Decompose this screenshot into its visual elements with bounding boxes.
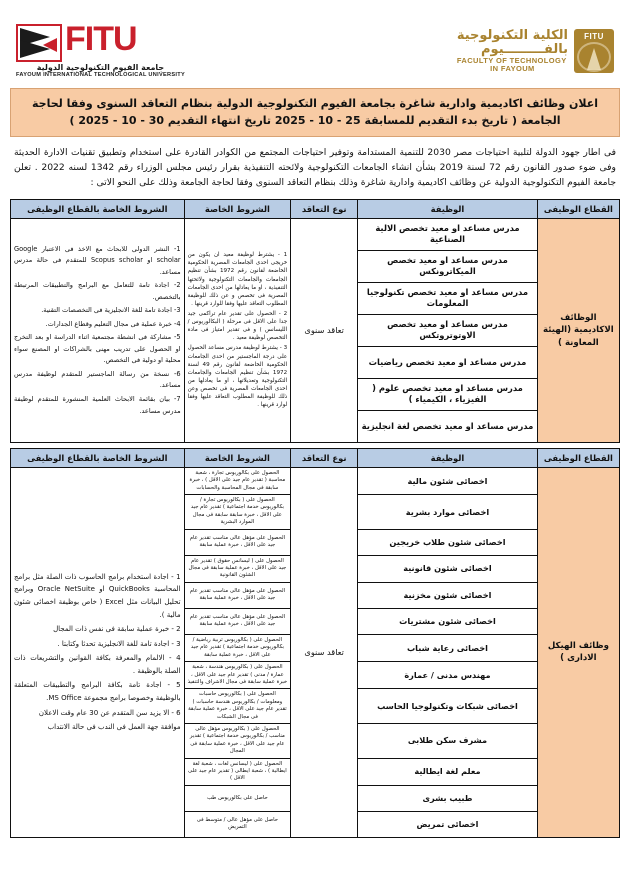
job-title: مدرس مساعد او معيد تخصص الميكاترونكس xyxy=(358,250,538,282)
faculty-name-en-1: FACULTY OF TECHNOLOGY xyxy=(456,55,567,65)
sector-conditions-administrative xyxy=(11,467,185,837)
col-header-special-conditions: الشروط الخاصة xyxy=(184,448,291,467)
col-header-sector: القطاع الوظيفى xyxy=(537,448,619,467)
job-title: مدرس مساعد او معيد تخصص الاوتوتروتكس xyxy=(358,314,538,346)
table-header-row xyxy=(11,448,620,467)
sector-condition-item: 1- النشر الدولى للابحاث مع الاخذ فى الاعتبار Google scholar او Scopus scholar للمتقدم فى حالة مدرس مساعد. xyxy=(14,244,181,276)
job-title: مشرف سكن طلابى xyxy=(358,723,538,758)
academic-jobs-table xyxy=(10,199,620,443)
university-name-ar: جامعة الفيوم التكنولوجية الدولية xyxy=(36,63,165,72)
col-header-job: الوظيفة xyxy=(358,448,538,467)
university-logo-block xyxy=(16,20,185,78)
job-title: طبيب بشرى xyxy=(358,785,538,811)
job-conditions: الحصول على بكالوريوس تجارة ، شعبة محاسبة ( تقدير عام جيد على الاقل ) ، خبرة سابقة فى مجال المحاسبة والحسابات xyxy=(184,467,291,494)
sector-condition-item: 4- خبرة عملية فى مجال التعليم وقطاع الجدارات. xyxy=(45,319,181,328)
university-name-en: FAYOUM INTERNATIONAL TECHNOLOGICAL UNIVERSITY xyxy=(16,72,185,78)
sector-cell-academic: الوظائف الاكاديمية (الهيئة المعاونة ) xyxy=(537,218,619,442)
sector-condition-item: 7- بيان بقائمة الابحاث العلمية المنشورة للمتقدم لوظيفة مدرس مساعد. xyxy=(14,394,181,415)
crest-lightning-icon xyxy=(587,48,601,70)
announcement-title: اعلان وظائف اكاديمية وادارية شاغرة بجامعة الفيوم التكنولوجية الدولية بنظام التعاقد السنوى وفقا لحاجة الجامعة ( تاريخ بدء التقديم للمسابقة 25 - 10 - 2025 تاريخ انتهاء التقديم 30 - 10 - 2025 ) xyxy=(10,88,620,137)
fitu-flag-icon xyxy=(16,24,62,62)
flag-triangle-red xyxy=(43,38,57,52)
job-title: مدرس مساعد او معيد تخصص رياضيات xyxy=(358,346,538,378)
faculty-logo-text xyxy=(457,29,568,72)
sector-condition-item: 3 - اجادة تامة للغة الانجليزية تحدثا وكتابتا . xyxy=(57,639,181,648)
faculty-name-en-2: IN FAYOUM xyxy=(490,63,535,73)
job-conditions: الحصول على ( بكالوريوس حاسبات ومعلومات / بكالوريوس هندسة حاسبات ) تقدير عام جيد على الاقل ، خبرة عملية سابقة فى مجال الشبكات xyxy=(184,689,291,724)
job-title: مدرس مساعد او معيد تخصص تكنولوجيا المعلومات xyxy=(358,282,538,314)
faculty-crest-icon xyxy=(574,29,614,73)
sector-condition-item: 2 - خبرة عملية سابقة فى نفس ذات المجال xyxy=(53,625,181,634)
faculty-logo xyxy=(457,29,614,73)
job-title: اخصائى شئون مخزنية xyxy=(358,582,538,608)
university-logo xyxy=(16,20,185,78)
job-title: اخصائى رعاية شباب xyxy=(358,634,538,661)
job-title: اخصائى شبكات وتكنولوجيا الحاسب xyxy=(358,689,538,724)
sector-cell-administrative: وظائف الهيكل الادارى ) xyxy=(537,467,619,837)
condition-item: 2 - الحصول على تقدير عام تراكمى جيد جدا على الاقل فى مرحلة ( البكالوريوس / الليسانس ) و فى تقدير امتياز فى مادة التخصص لوظيفة معيد . xyxy=(187,311,288,342)
sector-condition-item: 5 - اجادة تامة بكافة البرامج والتطبيقات المتعلقة بالوظيفة وخصوصا برامج مجموعة MS Office. xyxy=(14,681,181,703)
sector-condition-item: 4 - الالمام والمعرفة بكافة القوانين والتشريعات ذات الصلة بالوظيفة . xyxy=(14,654,181,675)
job-conditions: حاصل على بكالوريوس طب xyxy=(184,785,291,811)
job-conditions: الحصول على مؤهل عالى مناسب تقدير عام جيد على الاقل ، خبرة عملية سابقة xyxy=(184,529,291,555)
job-title: اخصائى موارد بشرية xyxy=(358,495,538,530)
col-header-sector: القطاع الوظيفى xyxy=(537,199,619,218)
fitu-wordmark: FITU xyxy=(65,20,137,58)
table-row xyxy=(11,467,620,494)
job-conditions: الحصول على ( ليسانس حقوق ) تقدير عام جيد على الاقل ، خبرة عملية سابقة فى مجال الشئون القانونية xyxy=(184,555,291,582)
job-conditions: الحصول على مؤهل عالى مناسب تقدير عام جيد على الاقل ، خبرة عملية سابقة xyxy=(184,608,291,634)
job-title: معلم لغة ايطالية xyxy=(358,758,538,785)
job-title: مدرس مساعد او معيد تخصص الالية الصناعية xyxy=(358,218,538,250)
fitu-wordmark-group xyxy=(16,20,185,62)
sector-conditions-academic xyxy=(11,218,185,442)
sector-condition-item: 1 - اجادة استخدام برامج الحاسوب ذات الصلة مثل برامج المحاسبة QuickBooks او Oracle NetSuite وبرامج تحليل البيانات مثل Excel ( خاص بوظيفة اخصائى شئون مالية ). xyxy=(14,572,181,619)
col-header-sector-conditions: الشروط الخاصة بالقطاع الوظيفى xyxy=(11,199,185,218)
crest-wordmark: FITU xyxy=(584,32,604,41)
contract-type-academic: تعاقد سنوى xyxy=(291,218,358,442)
job-title: اخصائى شئون طلاب خريجين xyxy=(358,529,538,555)
page-header xyxy=(10,0,620,88)
col-header-job: الوظيفة xyxy=(358,199,538,218)
job-conditions: حاصل على مؤهل عالى / متوسط فى التمريض xyxy=(184,811,291,837)
job-title: مدرس مساعد او معيد تخصص لغة انجليزية xyxy=(358,410,538,442)
sector-condition-item: 6 - الا يزيد سن المتقدم عن 30 عام وقت الاعلان xyxy=(38,708,181,717)
job-title: اخصائى تمريض xyxy=(358,811,538,837)
administrative-jobs-table xyxy=(10,448,620,838)
job-conditions: الحصول على ( بكالوريوس مؤهل عالى مناسب / بكالوريوس خدمة اجتماعية ) تقدير عام جيد على الاقل ، خبرة عملية سابقة فى المجال xyxy=(184,723,291,758)
faculty-name-ar-1: الكلية التكنولوجية xyxy=(456,28,568,44)
job-conditions: الحصول على ( بكالوريوس هندسة ، شعبة عمارة / مدنى ) تقدير عام جيد على الاقل ، خبرة عملية سابقة فى مجال الاشراف والتنفيذ xyxy=(184,662,291,689)
job-title: مدرس مساعد او معيد تخصص علوم ( الفيزياء ، الكيمياء ) xyxy=(358,378,538,410)
intro-paragraph: فى اطار جهود الدولة لتلبية احتياجات مصر 2030 للتنمية المستدامة وتوفير احتياجات المجتمع من الكوادر القادرة على استخدام وتطبيق تقنيات الادارة الحديثة وفى ضوء صدور القانون رقم 72 لسنة 2019 بشأن انشاء الجامعات التكنولوجية ولائحته التنفيذية بقرار رئيس مجلس الوزراء رقم 1342 لسنه 2022 . تعلن جامعة الفيوم التكنولوجية الدولية عن وظائف اكاديمية وادارية شاغرة وذلك بنظام التعاقد السنوى وفقا لحاجة الجامعة وذلك على النحو الاتى : xyxy=(14,147,616,188)
sector-condition-item: 6- نسخة من رسالة الماجستير للمتقدم لوظيفة مدرس مساعد. xyxy=(14,369,181,390)
contract-type-administrative: تعاقد سنوى xyxy=(291,467,358,837)
condition-item: 1 - يشترط لوظيفة معيد ان يكون من خريجى احدى الجامعات المصرية الحكومية الخاضعة لقانون رقم 1972 بشأن تنظيم الجامعات والجامعات التكنولوجية ولائحتها التنفيذية ، او ما يعادلها من احدى الجامعات المصرية فى تخصص و عن ذلك للوظيفة المطلوب التعاقد عليها وفقا للوارد قرينها . xyxy=(187,252,288,307)
table-header-row xyxy=(11,199,620,218)
col-header-sector-conditions: الشروط الخاصة بالقطاع الوظيفى xyxy=(11,448,185,467)
job-title: اخصائى شئون قانونية xyxy=(358,555,538,582)
col-header-contract-type: نوع التعاقد xyxy=(291,199,358,218)
sector-condition-item: 2- اجادة تامة للتعامل مع البرامج والتطبيقات المرتبطة بالتخصص. xyxy=(14,281,181,301)
job-title: اخصائى شئون مشتريات xyxy=(358,608,538,634)
col-header-special-conditions: الشروط الخاصة xyxy=(184,199,291,218)
job-conditions: الحصول على ( بكالوريوس تجارة / بكالوريوس خدمة اجتماعية ) تقدير عام جيد على الاقل ، خبرة سابقة سابقة فى مجال الموارد البشرية xyxy=(184,495,291,530)
sector-condition-item: موافقة جهة العمل فى الندب فى حالة الانتداب xyxy=(47,723,181,732)
special-conditions-academic xyxy=(184,218,291,442)
col-header-contract-type: نوع التعاقد xyxy=(291,448,358,467)
sector-condition-item: 5- مشاركة فى انشطة مجتمعية اثناء الدراسة او بعد التخرج او الحصول على تدريب مهنى بالشراكات او المصنع سواء محلية او دولية فى التخصص. xyxy=(14,333,181,365)
condition-item: 3 - يشترط لوظيفة مدرس مساعد الحصول على درجة الماجستير من احدى الجامعات الحكومية الخاضعة لقانون رقم 49 لسنة 1972 بشأن تنظيم الجامعات والجامعات التكنولوجية وتعديلاتها ، او ما يعادلها من احدى الجامعات المصرية فى تخصص وعن ذلك للوظيفة المطلوب التعاقد عليها وفقا لوارد قرينها . xyxy=(187,345,288,409)
job-title: مهندس مدنى / عمارة xyxy=(358,662,538,689)
job-conditions: الحصول على مؤهل عالى مناسب تقدير عام جيد على الاقل ، خبرة عملية سابقة xyxy=(184,582,291,608)
job-conditions: الحصول على ( بكالوريوس تربية رياضية / بكالوريوس خدمة اجتماعية ) تقدير عام جيد على الاقل ، خبرة عملية سابقة xyxy=(184,634,291,661)
faculty-name-ar-2: بالفـــــــــيوم xyxy=(481,42,568,58)
table-row xyxy=(11,218,620,250)
job-title: اخصائى شئون مالية xyxy=(358,467,538,494)
sector-condition-item: 3- اجادة تامة للغة الانجليزية فى التخصصات التقنية. xyxy=(41,306,181,315)
job-conditions: الحصول على ( ليسانس لغات ، شعبة لغة ايطالية ) ، شعبة ايطالى ( تقدير عام جيد على الاقل ) xyxy=(184,758,291,785)
